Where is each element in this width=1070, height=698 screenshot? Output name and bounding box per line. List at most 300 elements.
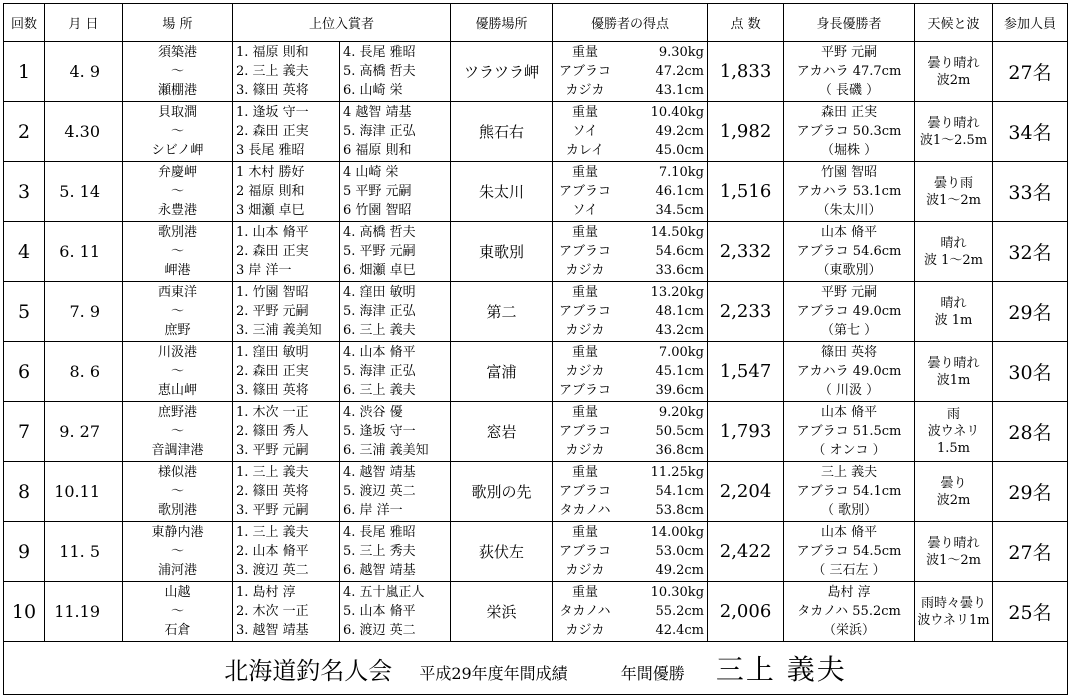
- weather-text: 曇り晴れ: [927, 115, 980, 131]
- wave-text: 波 1m: [934, 312, 973, 328]
- winner-entry: 3. 平野 元嗣: [236, 443, 309, 458]
- catch-line: [553, 122, 707, 141]
- table-row: [4, 282, 1068, 342]
- winner-entry: 2. 木次 一正: [236, 604, 309, 619]
- winners-cell: [340, 222, 451, 282]
- length-winner-cell: [784, 582, 915, 642]
- winner-entry: 3 畑瀬 卓巳: [236, 203, 305, 218]
- catch-line: [553, 362, 707, 381]
- table-row: [4, 342, 1068, 402]
- place-range: [123, 163, 232, 220]
- winner-entry: 4. 越智 靖基: [343, 465, 416, 480]
- length-winner-line: タカノハ 55.2cm: [797, 604, 901, 619]
- catch-value: 47.2cm: [655, 64, 705, 79]
- place-range: [123, 223, 232, 280]
- winners-list: [233, 403, 339, 460]
- round-number: 9: [4, 522, 45, 582]
- winner-entry: 1. 島村 淳: [236, 585, 296, 600]
- header-place: 場 所: [123, 4, 233, 42]
- catch-value: 10.30kg: [650, 585, 705, 600]
- header-top-winners: 上位入賞者: [233, 4, 451, 42]
- winner-entry: 6 福原 則和: [343, 143, 412, 158]
- place-name: 音調津港: [151, 443, 204, 458]
- winners-cell: [233, 162, 340, 222]
- winner-entry: 2. 森田 正実: [236, 364, 309, 379]
- place-name: 西東洋: [157, 285, 197, 300]
- length-winner-line: 竹園 智昭: [820, 165, 878, 180]
- length-winner-cell: [784, 282, 915, 342]
- length-winner-line: （栄浜）: [823, 623, 876, 638]
- participant-count: 27名: [993, 42, 1068, 102]
- catch-label: 重量: [572, 525, 599, 540]
- header-date: 月 日: [45, 4, 123, 42]
- catch-line: [553, 321, 707, 340]
- length-winner-line: 平野 元嗣: [820, 45, 878, 60]
- header-row: [4, 4, 1068, 42]
- winner-entry: 6. 畑瀬 卓巳: [343, 263, 416, 278]
- catch-label: カレイ: [565, 143, 605, 158]
- winner-entry: 1. 竹園 智昭: [236, 285, 309, 300]
- place-name: 貝取澗: [157, 105, 197, 120]
- wave-text: 波2m: [936, 492, 971, 508]
- length-winner-line: 山本 脩平: [820, 405, 878, 420]
- catch-label: アブラコ: [559, 383, 612, 398]
- wave-text: 波1～2m: [926, 192, 981, 208]
- catch-line: [553, 501, 707, 520]
- weather-text: 曇り雨: [934, 175, 974, 191]
- winning-venue: 窓岩: [451, 402, 553, 462]
- winner-entry: 1. 三上 義夫: [236, 525, 309, 540]
- participant-count: 34名: [993, 102, 1068, 162]
- winners-list: [340, 403, 450, 460]
- catch-label: タカノハ: [559, 604, 611, 619]
- weather-text: 曇り: [940, 475, 967, 491]
- winning-venue: ツラツラ岬: [451, 42, 553, 102]
- catch-value: 45.0cm: [655, 143, 705, 158]
- table-row: [4, 222, 1068, 282]
- weather-cell: [915, 342, 993, 402]
- winners-list: [340, 343, 450, 400]
- points-total: 1,547: [708, 342, 784, 402]
- length-winner-cell: [784, 102, 915, 162]
- catch-value: 33.6cm: [655, 263, 705, 278]
- place-range: [123, 343, 232, 400]
- length-winner-line: アブラコ 51.5cm: [796, 424, 902, 439]
- winners-cell: [340, 402, 451, 462]
- place-name: 須築港: [157, 45, 197, 60]
- catch-label: カジカ: [565, 323, 605, 338]
- catch-label: カジカ: [565, 563, 605, 578]
- header-points: 点 数: [708, 4, 784, 42]
- length-winner-line: 篠田 英将: [820, 345, 878, 360]
- winner-entry: 5. 逢坂 守一: [343, 424, 416, 439]
- length-winner-line: 平野 元嗣: [820, 285, 878, 300]
- length-winner-line: アカハラ 47.7cm: [796, 64, 902, 79]
- range-separator: ～: [170, 364, 184, 379]
- place-name: 岬港: [164, 263, 191, 278]
- participant-count: 29名: [993, 462, 1068, 522]
- winner-entry: 4 越智 靖基: [343, 105, 412, 120]
- place-range: [123, 523, 232, 580]
- length-winner-line: （第七 ）: [820, 323, 878, 338]
- length-winner-line: 三上 義夫: [820, 465, 878, 480]
- event-date: 6. 11: [45, 222, 123, 282]
- round-number: 4: [4, 222, 45, 282]
- winner-entry: 6. 三浦 義美知: [343, 443, 429, 458]
- catch-cell: [553, 342, 708, 402]
- winners-list: [340, 583, 450, 640]
- catch-list: [553, 103, 707, 160]
- length-winner: [784, 43, 914, 100]
- winner-entry: 6. 三上 義夫: [343, 323, 416, 338]
- place-name: 様似港: [157, 465, 197, 480]
- catch-line: [553, 182, 707, 201]
- catch-value: 49.2cm: [655, 124, 705, 139]
- catch-label: タカノハ: [559, 503, 611, 518]
- catch-line: [553, 201, 707, 220]
- wave-text: 波1～2.5m: [919, 132, 988, 148]
- place-range: [123, 103, 232, 160]
- catch-value: 14.50kg: [650, 225, 705, 240]
- winner-entry: 6 竹園 智昭: [343, 203, 412, 218]
- winner-entry: 5. 海津 正弘: [343, 124, 416, 139]
- table-row: [4, 42, 1068, 102]
- catch-label: カジカ: [565, 364, 605, 379]
- catch-label: 重量: [572, 105, 599, 120]
- length-winner-cell: [784, 162, 915, 222]
- points-total: 1,982: [708, 102, 784, 162]
- catch-value: 9.20kg: [658, 405, 705, 420]
- winners-list: [340, 163, 450, 220]
- catch-value: 9.30kg: [658, 45, 705, 60]
- winner-entry: 2 福原 則和: [236, 184, 305, 199]
- participant-count: 32名: [993, 222, 1068, 282]
- winner-entry: 3 岸 洋一: [236, 263, 292, 278]
- length-winner: [784, 163, 914, 220]
- length-winner-cell: [784, 342, 915, 402]
- catch-line: [553, 62, 707, 81]
- winners-cell: [340, 282, 451, 342]
- weather-text: 曇り晴れ: [927, 355, 980, 371]
- participant-count: 30名: [993, 342, 1068, 402]
- winner-entry: 6. 渡辺 英二: [343, 623, 416, 638]
- catch-list: [553, 463, 707, 520]
- winner-entry: 2. 篠田 英将: [236, 484, 309, 499]
- length-winner: [784, 583, 914, 640]
- length-winner: [784, 523, 914, 580]
- place-range: [123, 43, 232, 100]
- winning-venue: 第二: [451, 282, 553, 342]
- place-name: 歌別港: [157, 503, 197, 518]
- catch-cell: [553, 162, 708, 222]
- place-cell: [123, 462, 233, 522]
- winner-entry: 6. 岸 洋一: [343, 503, 403, 518]
- winner-entry: 2. 森田 正実: [236, 244, 309, 259]
- catch-value: 11.25kg: [650, 465, 705, 480]
- participant-count: 29名: [993, 282, 1068, 342]
- catch-list: [553, 403, 707, 460]
- event-date: 11.19: [45, 582, 123, 642]
- winners-list: [233, 103, 339, 160]
- range-separator: ～: [170, 64, 184, 79]
- catch-line: [553, 103, 707, 122]
- length-winner-line: （ 三石左 ）: [812, 563, 886, 578]
- catch-line: [553, 302, 707, 321]
- length-winner-cell: [784, 42, 915, 102]
- wave-text: 波2m: [936, 72, 971, 88]
- catch-value: 10.40kg: [650, 105, 705, 120]
- winners-list: [233, 523, 339, 580]
- place-range: [123, 403, 232, 460]
- place-name: 永豊港: [157, 203, 197, 218]
- winner-entry: 1. 三上 義夫: [236, 465, 309, 480]
- catch-list: [553, 283, 707, 340]
- wave-text: 波ウネリ1m: [917, 612, 990, 628]
- length-winner: [784, 403, 914, 460]
- place-name: 庶野港: [157, 405, 197, 420]
- winners-cell: [233, 462, 340, 522]
- event-date: 11. 5: [45, 522, 123, 582]
- table-row: [4, 522, 1068, 582]
- place-name: 浦河港: [157, 563, 197, 578]
- winner-entry: 2. 平野 元嗣: [236, 304, 309, 319]
- winners-cell: [340, 162, 451, 222]
- catch-label: 重量: [572, 585, 599, 600]
- catch-cell: [553, 222, 708, 282]
- catch-value: 46.1cm: [655, 184, 705, 199]
- catch-label: ソイ: [572, 124, 598, 139]
- length-winner-line: 山本 脩平: [820, 525, 878, 540]
- place-name: 弁慶岬: [157, 165, 197, 180]
- catch-line: [553, 283, 707, 302]
- results-table: [3, 3, 1068, 695]
- wave-text: 波1～2m: [926, 552, 981, 568]
- catch-list: [553, 523, 707, 580]
- catch-line: [553, 242, 707, 261]
- catch-line: [553, 223, 707, 242]
- range-separator: ～: [170, 184, 184, 199]
- event-date: 4.30: [45, 102, 123, 162]
- winner-entry: 6. 三上 義夫: [343, 383, 416, 398]
- points-total: 1,833: [708, 42, 784, 102]
- length-winner: [784, 463, 914, 520]
- catch-line: [553, 403, 707, 422]
- weather-cell: [915, 522, 993, 582]
- table-row: [4, 582, 1068, 642]
- header-winner-score: 優勝者の得点: [553, 4, 708, 42]
- catch-value: 55.2cm: [655, 604, 705, 619]
- winner-entry: 3. 三浦 義美知: [236, 323, 322, 338]
- catch-label: カジカ: [565, 83, 605, 98]
- place-cell: [123, 282, 233, 342]
- winning-venue: 熊石右: [451, 102, 553, 162]
- length-winner-line: アブラコ 54.1cm: [796, 484, 902, 499]
- table-row: [4, 402, 1068, 462]
- catch-line: [553, 523, 707, 542]
- range-separator: ～: [170, 124, 184, 139]
- winner-entry: 3. 平野 元嗣: [236, 503, 309, 518]
- place-cell: [123, 522, 233, 582]
- catch-label: アブラコ: [559, 184, 612, 199]
- winners-cell: [340, 42, 451, 102]
- length-winner-line: （ オンコ ）: [812, 443, 886, 458]
- catch-value: 54.6cm: [655, 244, 705, 259]
- catch-label: 重量: [572, 225, 599, 240]
- catch-label: アブラコ: [559, 304, 612, 319]
- round-number: 2: [4, 102, 45, 162]
- footer-row: [4, 642, 1068, 695]
- place-name: 石倉: [164, 623, 191, 638]
- winner-entry: 3. 越智 靖基: [236, 623, 309, 638]
- winner-entry: 3. 篠田 英将: [236, 383, 309, 398]
- points-total: 1,516: [708, 162, 784, 222]
- winner-entry: 4. 高橋 哲夫: [343, 225, 416, 240]
- event-date: 7. 9: [45, 282, 123, 342]
- weather-text: 曇り晴れ: [927, 55, 980, 71]
- winner-entry: 4. 五十嵐正人: [343, 585, 425, 600]
- participant-count: 28名: [993, 402, 1068, 462]
- catch-value: 36.8cm: [655, 443, 705, 458]
- catch-line: [553, 561, 707, 580]
- event-date: 10.11: [45, 462, 123, 522]
- club-name: 北海道釣名人会: [224, 657, 393, 685]
- catch-value: 53.8cm: [655, 503, 705, 518]
- catch-line: [553, 602, 707, 621]
- round-number: 7: [4, 402, 45, 462]
- winner-entry: 6. 山崎 栄: [343, 83, 403, 98]
- points-total: 2,233: [708, 282, 784, 342]
- winner-entry: 1. 福原 則和: [236, 45, 309, 60]
- catch-line: [553, 81, 707, 100]
- catch-value: 13.20kg: [650, 285, 705, 300]
- winner-entry: 3. 渡辺 英二: [236, 563, 309, 578]
- wave-text: 波 1～2m: [924, 252, 984, 268]
- footer-cell: [4, 642, 1068, 695]
- length-winner-line: アカハラ 53.1cm: [796, 184, 902, 199]
- catch-value: 43.2cm: [655, 323, 705, 338]
- round-number: 8: [4, 462, 45, 522]
- winning-venue: 歌別の先: [451, 462, 553, 522]
- header-participants: 参加人員: [993, 4, 1068, 42]
- results-body: [4, 42, 1068, 642]
- catch-value: 50.5cm: [655, 424, 705, 439]
- range-separator: ～: [170, 304, 184, 319]
- catch-line: [553, 163, 707, 182]
- place-name: 庶野: [164, 323, 191, 338]
- points-total: 2,332: [708, 222, 784, 282]
- place-cell: [123, 582, 233, 642]
- catch-label: アブラコ: [559, 544, 612, 559]
- weather-cell: [915, 402, 993, 462]
- header-round: 回数: [4, 4, 45, 42]
- winners-cell: [233, 102, 340, 162]
- catch-value: 43.1cm: [655, 83, 705, 98]
- winners-list: [340, 463, 450, 520]
- catch-line: [553, 381, 707, 400]
- catch-label: アブラコ: [559, 484, 612, 499]
- participant-count: 33名: [993, 162, 1068, 222]
- length-winner-line: アブラコ 50.3cm: [796, 124, 902, 139]
- catch-cell: [553, 282, 708, 342]
- weather-cell: [915, 282, 993, 342]
- winners-cell: [340, 462, 451, 522]
- winner-entry: 5. 高橋 哲夫: [343, 64, 416, 79]
- weather-cell: [915, 42, 993, 102]
- catch-cell: [553, 42, 708, 102]
- winners-cell: [233, 522, 340, 582]
- header-length-winner: 身長優勝者: [784, 4, 915, 42]
- place-cell: [123, 162, 233, 222]
- catch-line: [553, 141, 707, 160]
- catch-line: [553, 463, 707, 482]
- catch-list: [553, 43, 707, 100]
- table-row: [4, 462, 1068, 522]
- winner-entry: 5. 海津 正弘: [343, 304, 416, 319]
- event-date: 5. 14: [45, 162, 123, 222]
- length-winner-line: （ 長磯 ）: [818, 83, 880, 98]
- catch-list: [553, 163, 707, 220]
- length-winner-line: （堀株 ）: [820, 143, 878, 158]
- winners-cell: [340, 582, 451, 642]
- catch-line: [553, 583, 707, 602]
- wave-text: 波ウネリ1.5m: [927, 424, 980, 456]
- place-range: [123, 583, 232, 640]
- winner-entry: 5 平野 元嗣: [343, 184, 412, 199]
- catch-value: 48.1cm: [655, 304, 705, 319]
- length-winner-cell: [784, 462, 915, 522]
- winning-venue: 朱太川: [451, 162, 553, 222]
- length-winner-cell: [784, 222, 915, 282]
- winners-list: [233, 583, 339, 640]
- range-separator: ～: [170, 484, 184, 499]
- event-date: 4. 9: [45, 42, 123, 102]
- catch-cell: [553, 402, 708, 462]
- winner-entry: 4. 山本 脩平: [343, 345, 416, 360]
- catch-value: 7.00kg: [658, 345, 705, 360]
- round-number: 1: [4, 42, 45, 102]
- place-name: 山越: [164, 585, 191, 600]
- event-date: 8. 6: [45, 342, 123, 402]
- catch-label: 重量: [572, 465, 599, 480]
- participant-count: 25名: [993, 582, 1068, 642]
- winner-entry: 5. 渡辺 英二: [343, 484, 416, 499]
- length-winner-line: アカハラ 49.0cm: [796, 364, 902, 379]
- catch-label: 重量: [572, 345, 599, 360]
- annual-champion: 三上 義夫: [715, 653, 847, 686]
- event-date: 9. 27: [45, 402, 123, 462]
- place-name: 東静内港: [151, 525, 204, 540]
- weather-text: 雨時々曇り: [921, 595, 987, 611]
- length-winner-line: 森田 正実: [820, 105, 878, 120]
- winner-entry: 1. 窪田 敏明: [236, 345, 309, 360]
- winner-entry: 2. 篠田 秀人: [236, 424, 309, 439]
- catch-cell: [553, 102, 708, 162]
- winner-entry: 5. 海津 正弘: [343, 364, 416, 379]
- place-name: 川汲港: [157, 345, 197, 360]
- catch-label: アブラコ: [559, 64, 612, 79]
- catch-label: アブラコ: [559, 424, 612, 439]
- place-cell: [123, 42, 233, 102]
- winners-list: [340, 523, 450, 580]
- winners-cell: [233, 342, 340, 402]
- winning-venue: 栄浜: [451, 582, 553, 642]
- results-sheet: [3, 3, 1067, 695]
- winner-entry: 4. 長尾 雅昭: [343, 525, 416, 540]
- catch-label: 重量: [572, 405, 599, 420]
- length-winner-line: アブラコ 49.0cm: [796, 304, 902, 319]
- place-name: シビノ岬: [151, 143, 204, 158]
- winner-entry: 2. 森田 正実: [236, 124, 309, 139]
